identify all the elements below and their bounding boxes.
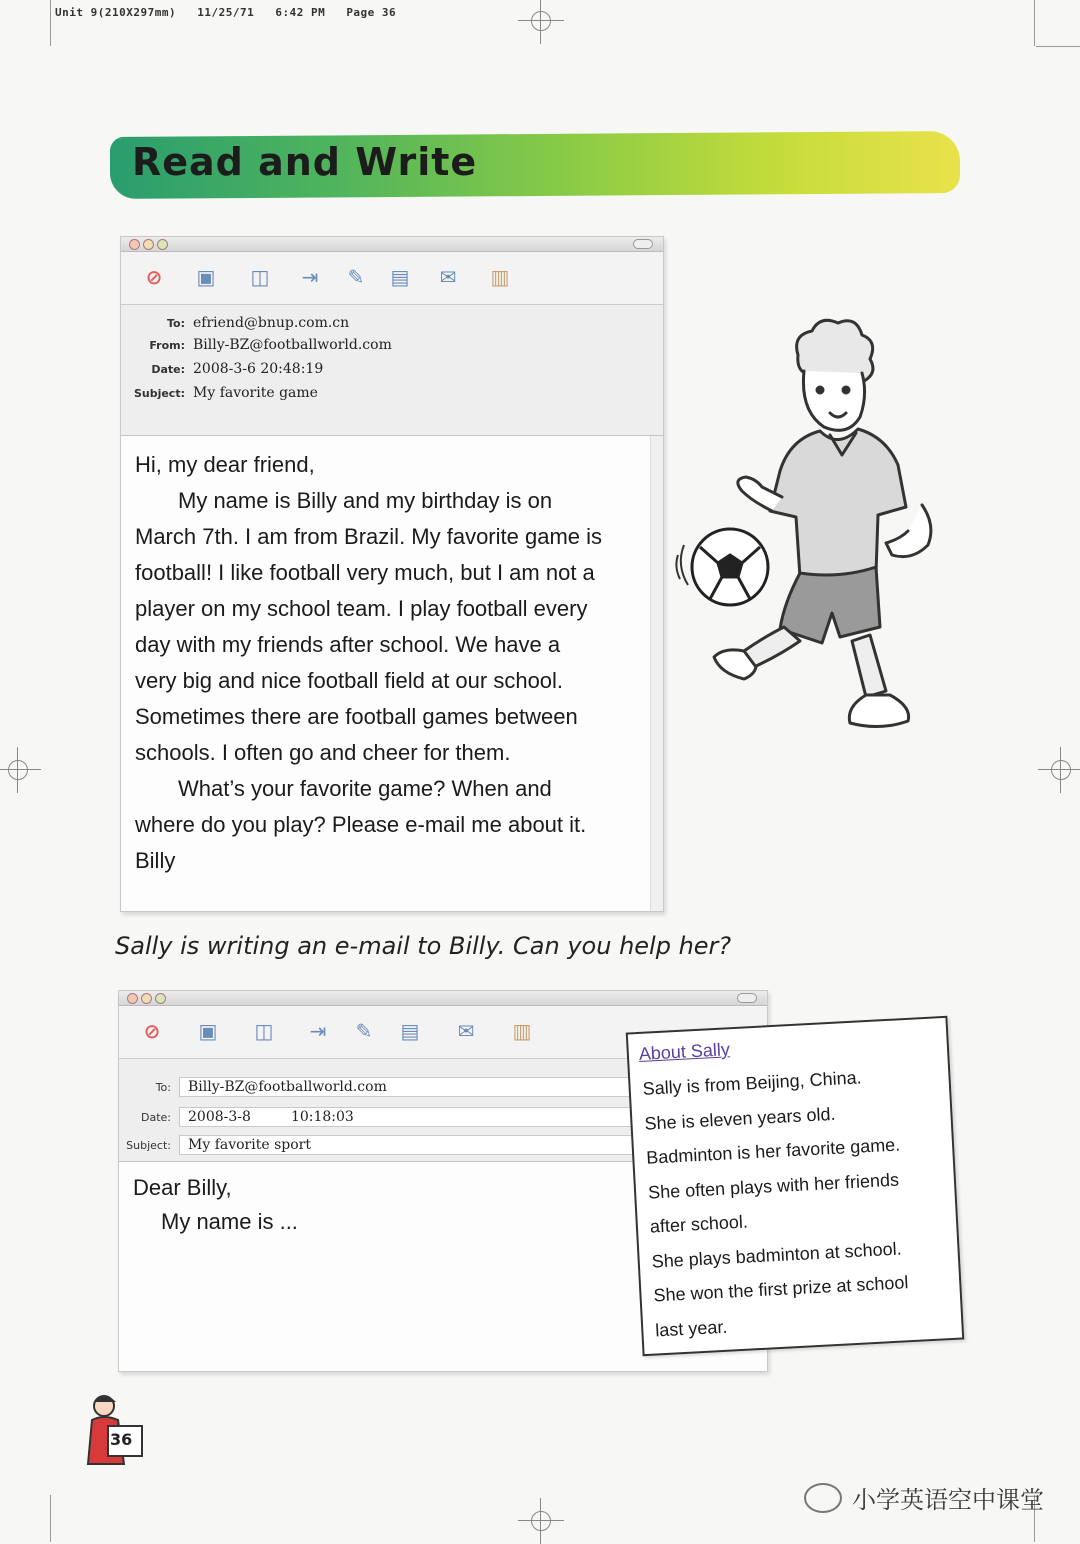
date-row — [121, 361, 323, 377]
close-dot-icon[interactable] — [129, 239, 140, 250]
window-titlebar — [119, 991, 767, 1006]
note-line: after school. — [649, 1211, 749, 1237]
email-body — [135, 447, 645, 879]
forward-icon[interactable]: ⇥ — [309, 1019, 327, 1043]
body-line: football! I like football very much, but I am not a — [135, 560, 595, 585]
reply-icon[interactable]: ▣ — [198, 1019, 218, 1043]
body-line: What’s your favorite game? When and — [178, 776, 552, 801]
send-icon[interactable]: ✉ — [457, 1019, 475, 1043]
note-line: She is eleven years old. — [643, 1103, 836, 1134]
crop-mark — [1036, 46, 1080, 47]
page-number: 36 — [110, 1430, 133, 1449]
greeting: Hi, my dear friend, — [135, 452, 315, 477]
wechat-icon — [804, 1483, 842, 1513]
subject-row — [121, 385, 318, 401]
date-value: 2008-3-6 20:48:19 — [193, 361, 324, 377]
reply-all-icon[interactable]: ◫ — [254, 1019, 274, 1043]
slug-page: Page 36 — [346, 6, 397, 19]
compose-icon[interactable]: ✎ — [347, 265, 365, 289]
note-line: She plays badminton at school. — [651, 1238, 903, 1272]
greeting: Dear Billy, — [133, 1175, 232, 1200]
slug-time: 6:42 PM — [275, 6, 326, 19]
to-value: efriend@bnup.com.cn — [193, 315, 350, 331]
reply-icon[interactable]: ▣ — [196, 265, 216, 289]
to-field[interactable]: Billy-BZ@footballworld.com — [179, 1077, 637, 1097]
body-line: March 7th. I am from Brazil. My favorite game is — [135, 524, 603, 549]
note-title: About Sally — [638, 1039, 731, 1064]
compose-body[interactable] — [133, 1171, 633, 1239]
date-label: Date: — [151, 363, 185, 376]
reply-all-icon[interactable]: ◫ — [250, 265, 270, 289]
crop-mark — [50, 1495, 51, 1542]
minimize-dot-icon[interactable] — [143, 239, 154, 250]
body-line: very big and nice football field at our school. — [135, 668, 564, 693]
note-line: Badminton is her favorite game. — [645, 1134, 901, 1168]
scrollbar[interactable] — [650, 436, 663, 911]
crop-mark — [1034, 0, 1035, 46]
about-sally-card — [626, 1016, 965, 1356]
subject-label: Subject: — [126, 1139, 171, 1152]
watermark — [804, 1480, 1044, 1515]
to-row — [121, 315, 349, 331]
section-title: Read and Write — [132, 140, 478, 184]
minimize-dot-icon[interactable] — [141, 993, 152, 1004]
watermark-text: 小学英语空中课堂 — [852, 1486, 1044, 1514]
date-label: Date: — [141, 1111, 171, 1124]
subject-label: Subject: — [133, 387, 185, 400]
body-line: Sometimes there are football games between — [135, 704, 578, 729]
close-dot-icon[interactable] — [127, 993, 138, 1004]
from-label: From: — [149, 339, 185, 352]
save-icon[interactable]: ▥ — [490, 265, 510, 289]
from-row — [121, 337, 392, 353]
note-line: last year. — [654, 1316, 728, 1340]
body-line: player on my school team. I play football every — [135, 596, 588, 621]
body-line: My name is Billy and my birthday is on — [178, 488, 553, 513]
send-icon[interactable]: ✉ — [439, 265, 457, 289]
to-label: To: — [167, 317, 185, 330]
email-window-received — [120, 236, 664, 912]
note-line: Sally is from Beijing, China. — [642, 1067, 863, 1099]
zoom-dot-icon[interactable] — [157, 239, 168, 250]
exercise-prompt: Sally is writing an e-mail to Billy. Can you help her? — [115, 932, 732, 960]
attach-icon[interactable]: ▥ — [512, 1019, 532, 1043]
signature: Billy — [135, 848, 176, 873]
crop-mark — [50, 0, 51, 46]
subject-row — [119, 1135, 637, 1155]
subject-value: My favorite game — [193, 385, 318, 401]
from-value: Billy-BZ@footballworld.com — [193, 337, 392, 353]
boy-football-illustration — [670, 315, 970, 760]
registration-mark-top — [528, 8, 554, 34]
registration-mark-left — [5, 757, 31, 783]
note-lines — [642, 1059, 911, 1348]
zoom-dot-icon[interactable] — [155, 993, 166, 1004]
stop-icon[interactable]: ⊘ — [145, 265, 163, 289]
body-line: day with my friends after school. We have a — [135, 632, 561, 657]
email-header — [121, 305, 663, 436]
body-line: My name is ... — [161, 1209, 298, 1234]
note-line: She won the first prize at school — [653, 1272, 909, 1306]
slug-file: Unit 9(210X297mm) — [55, 6, 177, 19]
compose-icon[interactable]: ✎ — [355, 1019, 373, 1043]
slug-date: 11/25/71 — [197, 6, 255, 19]
date-row — [119, 1107, 637, 1127]
body-line: schools. I often go and cheer for them. — [135, 740, 511, 765]
mailbox-icon[interactable]: ▤ — [400, 1019, 420, 1043]
registration-mark-right — [1048, 757, 1074, 783]
to-row — [119, 1077, 637, 1097]
mailbox-icon[interactable]: ▤ — [390, 265, 410, 289]
body-line: where do you play? Please e-mail me about it. — [135, 812, 587, 837]
subject-field[interactable]: My favorite sport — [179, 1135, 637, 1155]
toolbar-toggle-icon[interactable] — [633, 239, 653, 249]
registration-mark-bottom — [528, 1508, 554, 1534]
mail-toolbar — [121, 252, 663, 305]
forward-icon[interactable]: ⇥ — [301, 265, 319, 289]
toolbar-toggle-icon[interactable] — [737, 993, 757, 1003]
window-titlebar — [121, 237, 663, 252]
stop-icon[interactable]: ⊘ — [143, 1019, 161, 1043]
to-label: To: — [155, 1081, 171, 1094]
note-line: She often plays with her friends — [647, 1169, 900, 1203]
date-field[interactable]: 2008-3-8 10:18:03 — [179, 1107, 637, 1127]
print-slug — [55, 6, 410, 19]
